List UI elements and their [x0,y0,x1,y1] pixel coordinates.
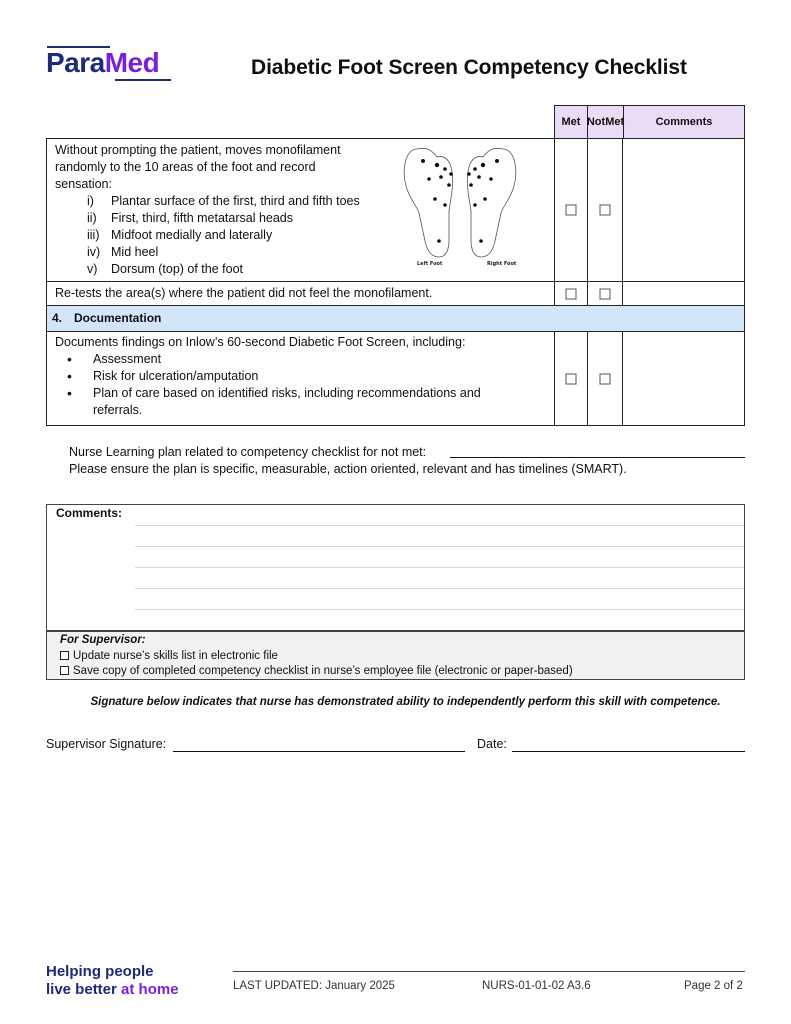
row-description: Re-tests the area(s) where the patient did not feel the monofilament. [55,286,433,300]
list-item: • Risk for ulceration/amputation [67,368,259,384]
not-met-checkbox[interactable] [600,288,611,299]
supervisor-signature-line[interactable] [173,751,465,752]
comment-line[interactable] [135,525,744,526]
right-foot-outline [467,148,515,257]
footer-tagline: Helping people live better at home [46,963,179,998]
header-not-met: Not Met [588,106,624,138]
table-header [554,105,745,139]
supervisor-section [47,630,744,679]
supervisor-task: Save copy of completed competency checklist in nurse’s employee file (electronic or paper-based) [60,664,744,680]
date-label: Date: [477,737,507,751]
right-foot-label: Right Foot [487,261,517,267]
not-met-cell [587,332,623,425]
date-line[interactable] [512,751,745,752]
section-header-documentation [46,306,745,332]
signature-note: Signature below indicates that nurse has demonstrated ability to independently perform this skill with competence. [90,696,721,708]
list-item: iii) Midfoot medially and laterally [87,228,273,242]
met-checkbox[interactable] [566,288,577,299]
table-row-retest [46,282,745,306]
list-item: i) Plantar surface of the first, third and fifth toes [87,194,360,208]
section-title: 4. Documentation [52,311,162,325]
learning-plan-input-line[interactable] [450,457,745,458]
page-title: Diabetic Foot Screen Competency Checklist [251,56,687,79]
comment-line[interactable] [135,567,744,568]
list-item: ii) First, third, fifth metatarsal heads [87,211,294,225]
header-comments: Comments [655,115,713,128]
met-checkbox[interactable] [566,205,577,216]
not-met-checkbox[interactable] [600,205,611,216]
list-item: iv) Mid heel [87,245,159,259]
learning-plan-label: Nurse Learning plan related to competency checklist for not met: [69,445,427,459]
comments-box [46,504,745,680]
comment-line[interactable] [135,609,744,610]
supervisor-task: Update nurse’s skills list in electronic file [60,649,744,665]
learning-plan-instructions: Please ensure the plan is specific, measurable, action oriented, relevant and has timelines (SMART). [69,462,627,476]
met-checkbox[interactable] [566,373,577,384]
comments-label: Comments: [56,506,123,520]
list-item: • Assessment [67,351,162,367]
document-code: NURS-01-01-02 A3.6 [482,980,591,992]
header-met: Met [555,106,588,138]
met-cell [554,139,587,281]
comment-line[interactable] [135,588,744,589]
left-foot-outline [404,148,452,257]
comment-line[interactable] [135,546,744,547]
last-updated: LAST UPDATED: January 2025 [233,980,395,992]
supervisor-checkbox[interactable] [60,651,69,660]
not-met-cell [587,282,623,305]
met-cell [554,282,587,305]
list-item: referrals. [93,403,143,417]
list-item: v) Dorsum (top) of the foot [87,262,244,276]
page-number: Page 2 of 2 [684,980,743,992]
supervisor-signature-label: Supervisor Signature: [46,737,167,751]
list-item: • Plan of care based on identified risks, including recommendations and [67,385,481,401]
supervisor-checkbox[interactable] [60,666,69,675]
logo-wordmark: ParaMed [46,47,160,78]
row-description: Without prompting the patient, moves monofilament randomly to the 10 areas of the foot and record sensation: i) Plantar surface of the first, third and fifth toes ii) First, third, fifth metatarsal heads iii) Midfoot medially and laterally iv) Mid heel v) Dorsum (top) of the foot [55,143,360,276]
met-cell [554,332,587,425]
left-foot-label: Left Foot [417,261,443,267]
row-description: Documents findings on Inlow’s 60-second Diabetic Foot Screen, including: • Assessment • Risk for ulceration/amputation • Plan of care based on identified risks, including recommendations and referrals. [55,335,481,417]
paramed-logo [46,45,174,81]
foot-diagram-image [395,141,525,267]
not-met-checkbox[interactable] [600,373,611,384]
footer-divider [233,971,745,972]
supervisor-heading: For Supervisor: [60,634,146,646]
not-met-cell [587,139,623,281]
table-row-documents [46,332,745,426]
learning-plan [69,444,627,478]
table-row-monofilament [46,138,745,282]
logo-bottom-rule [115,79,171,81]
